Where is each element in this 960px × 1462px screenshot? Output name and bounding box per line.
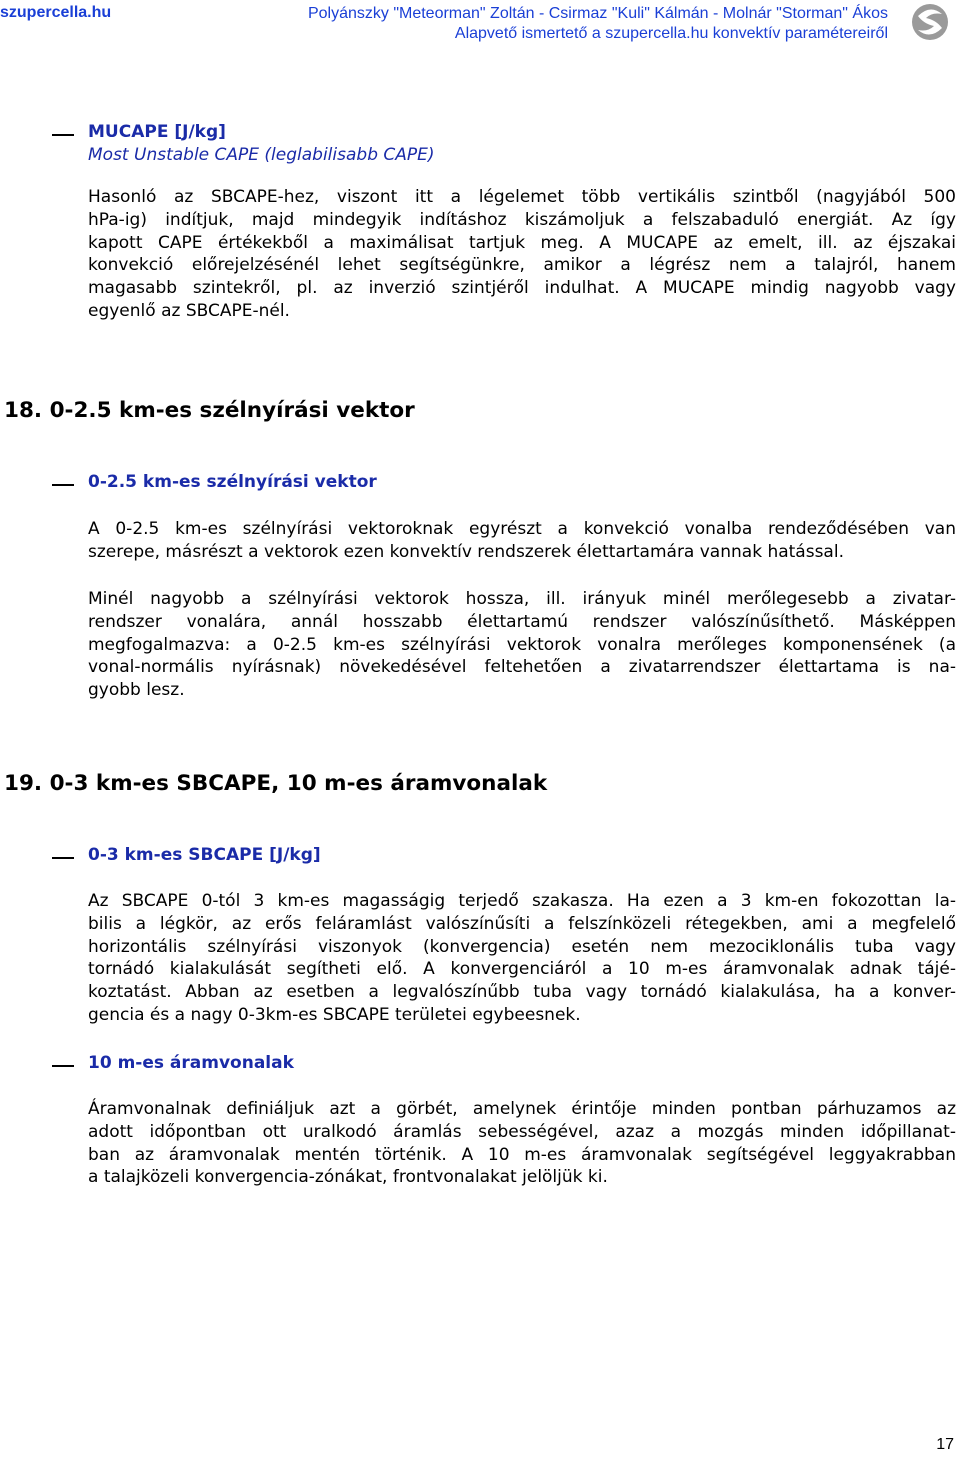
s18p2-line-4: vonal-normális nyírásnak) növekedésével feltehetően a zivatarrendszer élettartama is na- [88, 657, 956, 678]
s19i1-line-6: gencia és a nagy 0-3km-es SBCAPE területei egybeesnek. [88, 1004, 581, 1025]
section-19-item-2-title: 10 m-es áramvonalak [88, 1053, 294, 1073]
mucape-line-1: Hasonló az SBCAPE-hez, viszont itt a légelemet több vertikális szintből (nagyjából 500 [88, 187, 956, 207]
mucape-line-2: hPa-ig) indítjuk, majd mindegyik indításhoz kiszámoljuk a felszabaduló energiát. Az így [88, 209, 956, 230]
authors-line: Polyánszky "Meteorman" Zoltán - Csirmaz "Kuli" Kálmán - Molnár "Storman" Ákos [307, 5, 888, 22]
mucape-heading [88, 122, 956, 165]
s19i2-line-3: ban az áramvonalak mentén történik. A 10 m-es áramvonalak segítségével leggyakrabban [88, 1144, 956, 1165]
bullet-dash [52, 857, 74, 859]
mucape-paragraph [88, 186, 956, 323]
s18p1-line-2: szerepe, másrészt a vektorok ezen konvektív rendszerek élettartamára vannak hatással. [88, 541, 844, 562]
page-number: 17 [936, 1436, 954, 1453]
page-header [0, 0, 960, 46]
mucape-line-6: egyenlő az SBCAPE-nél. [88, 300, 290, 321]
s19i1-line-5: koztatást. Abban az esetben a legvalószínűbb tuba vagy tornádó kialakulása, ha a konver- [88, 982, 956, 1003]
mucape-line-3: kapott CAPE értékekből a maximálisat tartjuk meg. A MUCAPE az emelt, ill. az éjszakai [88, 232, 956, 253]
section-19-item-2-para [88, 1098, 956, 1189]
bullet-dash [52, 134, 74, 136]
mucape-line-4: konvekció előrejelzésénél lehet segítségünkre, amikor a légrész nem a talajról, hanem [88, 255, 956, 276]
s18p2-line-5: gyobb lesz. [88, 680, 185, 701]
s19i2-line-4: a talajközeli konvergencia-zónákat, frontvonalakat jelöljük ki. [88, 1167, 608, 1188]
mucape-title: MUCAPE [J/kg] [88, 122, 226, 142]
mucape-line-5: magasabb szintekről, pl. az inverzió szintjéről indulhat. A MUCAPE mindig nagyobb vagy [88, 278, 956, 299]
s19i1-line-1: Az SBCAPE 0-tól 3 km-es magasságig terjedő szakasza. Ha ezen a 3 km-en fokozottan la- [88, 891, 956, 911]
s18p2-line-2: rendszer vonalára, annál hosszabb élettartamú rendszer valószínűsíthető. Másképpen [88, 611, 956, 632]
section-18-item-title: 0-2.5 km-es szélnyírási vektor [88, 472, 377, 492]
s19i1-line-2: bilis a légkör, az erős feláramlást valószínűsíti a felszínközeli rétegekben, ami a megfelelő [88, 913, 956, 934]
s18p1-line-1: A 0-2.5 km-es szélnyírási vektoroknak egyrészt a konvekció vonalba rendeződésében van [88, 519, 956, 539]
section-19-item-2-heading [88, 1053, 956, 1073]
section-18-item-heading [88, 472, 956, 492]
s18p2-line-1: Minél nagyobb a szélnyírási vektorok hossza, ill. irányuk minél merőlegesebb a zivatar- [88, 589, 956, 609]
s19i2-line-2: adott időpontban ott uralkodó áramlás sebességével, azaz a mozgás minden időpillanat- [88, 1121, 956, 1142]
bullet-dash [52, 1065, 74, 1067]
site-name[interactable]: szupercella.hu [0, 4, 112, 21]
section-19-item-1-para [88, 890, 956, 1027]
header-authors [308, 4, 888, 44]
bullet-dash [52, 484, 74, 486]
section-19-item-1-heading [88, 845, 956, 865]
s19i1-line-3: horizontális szélnyírási viszonyok (konvergencia) esetén nem mezociklonális tuba vagy [88, 936, 956, 957]
swirl-logo-icon [902, 2, 958, 42]
section-19-title: 19. 0-3 km-es SBCAPE, 10 m-es áramvonalak [4, 771, 548, 796]
section-18-title: 18. 0-2.5 km-es szélnyírási vektor [4, 398, 415, 423]
section-19-item-1-title: 0-3 km-es SBCAPE [J/kg] [88, 845, 321, 865]
section-18-para-2 [88, 588, 956, 702]
s19i1-line-4: tornádó kialakulását segítheti elő. A konvergenciáról a 10 m-es áramvonalak adnak tájé- [88, 959, 956, 980]
subtitle-line: Alapvető ismertető a szupercella.hu konvektív paramétereiről [454, 25, 888, 42]
mucape-subtitle: Most Unstable CAPE (leglabilisabb CAPE) [88, 145, 435, 165]
section-18-para-1 [88, 518, 956, 564]
s19i2-line-1: Áramvonalnak definiáljuk azt a görbét, amelynek érintője minden pontban párhuzamos az [88, 1099, 956, 1119]
s18p2-line-3: megfogalmazva: a 0-2.5 km-es szélnyírási vektorok vonalra merőleges komponensének (a [88, 634, 956, 655]
